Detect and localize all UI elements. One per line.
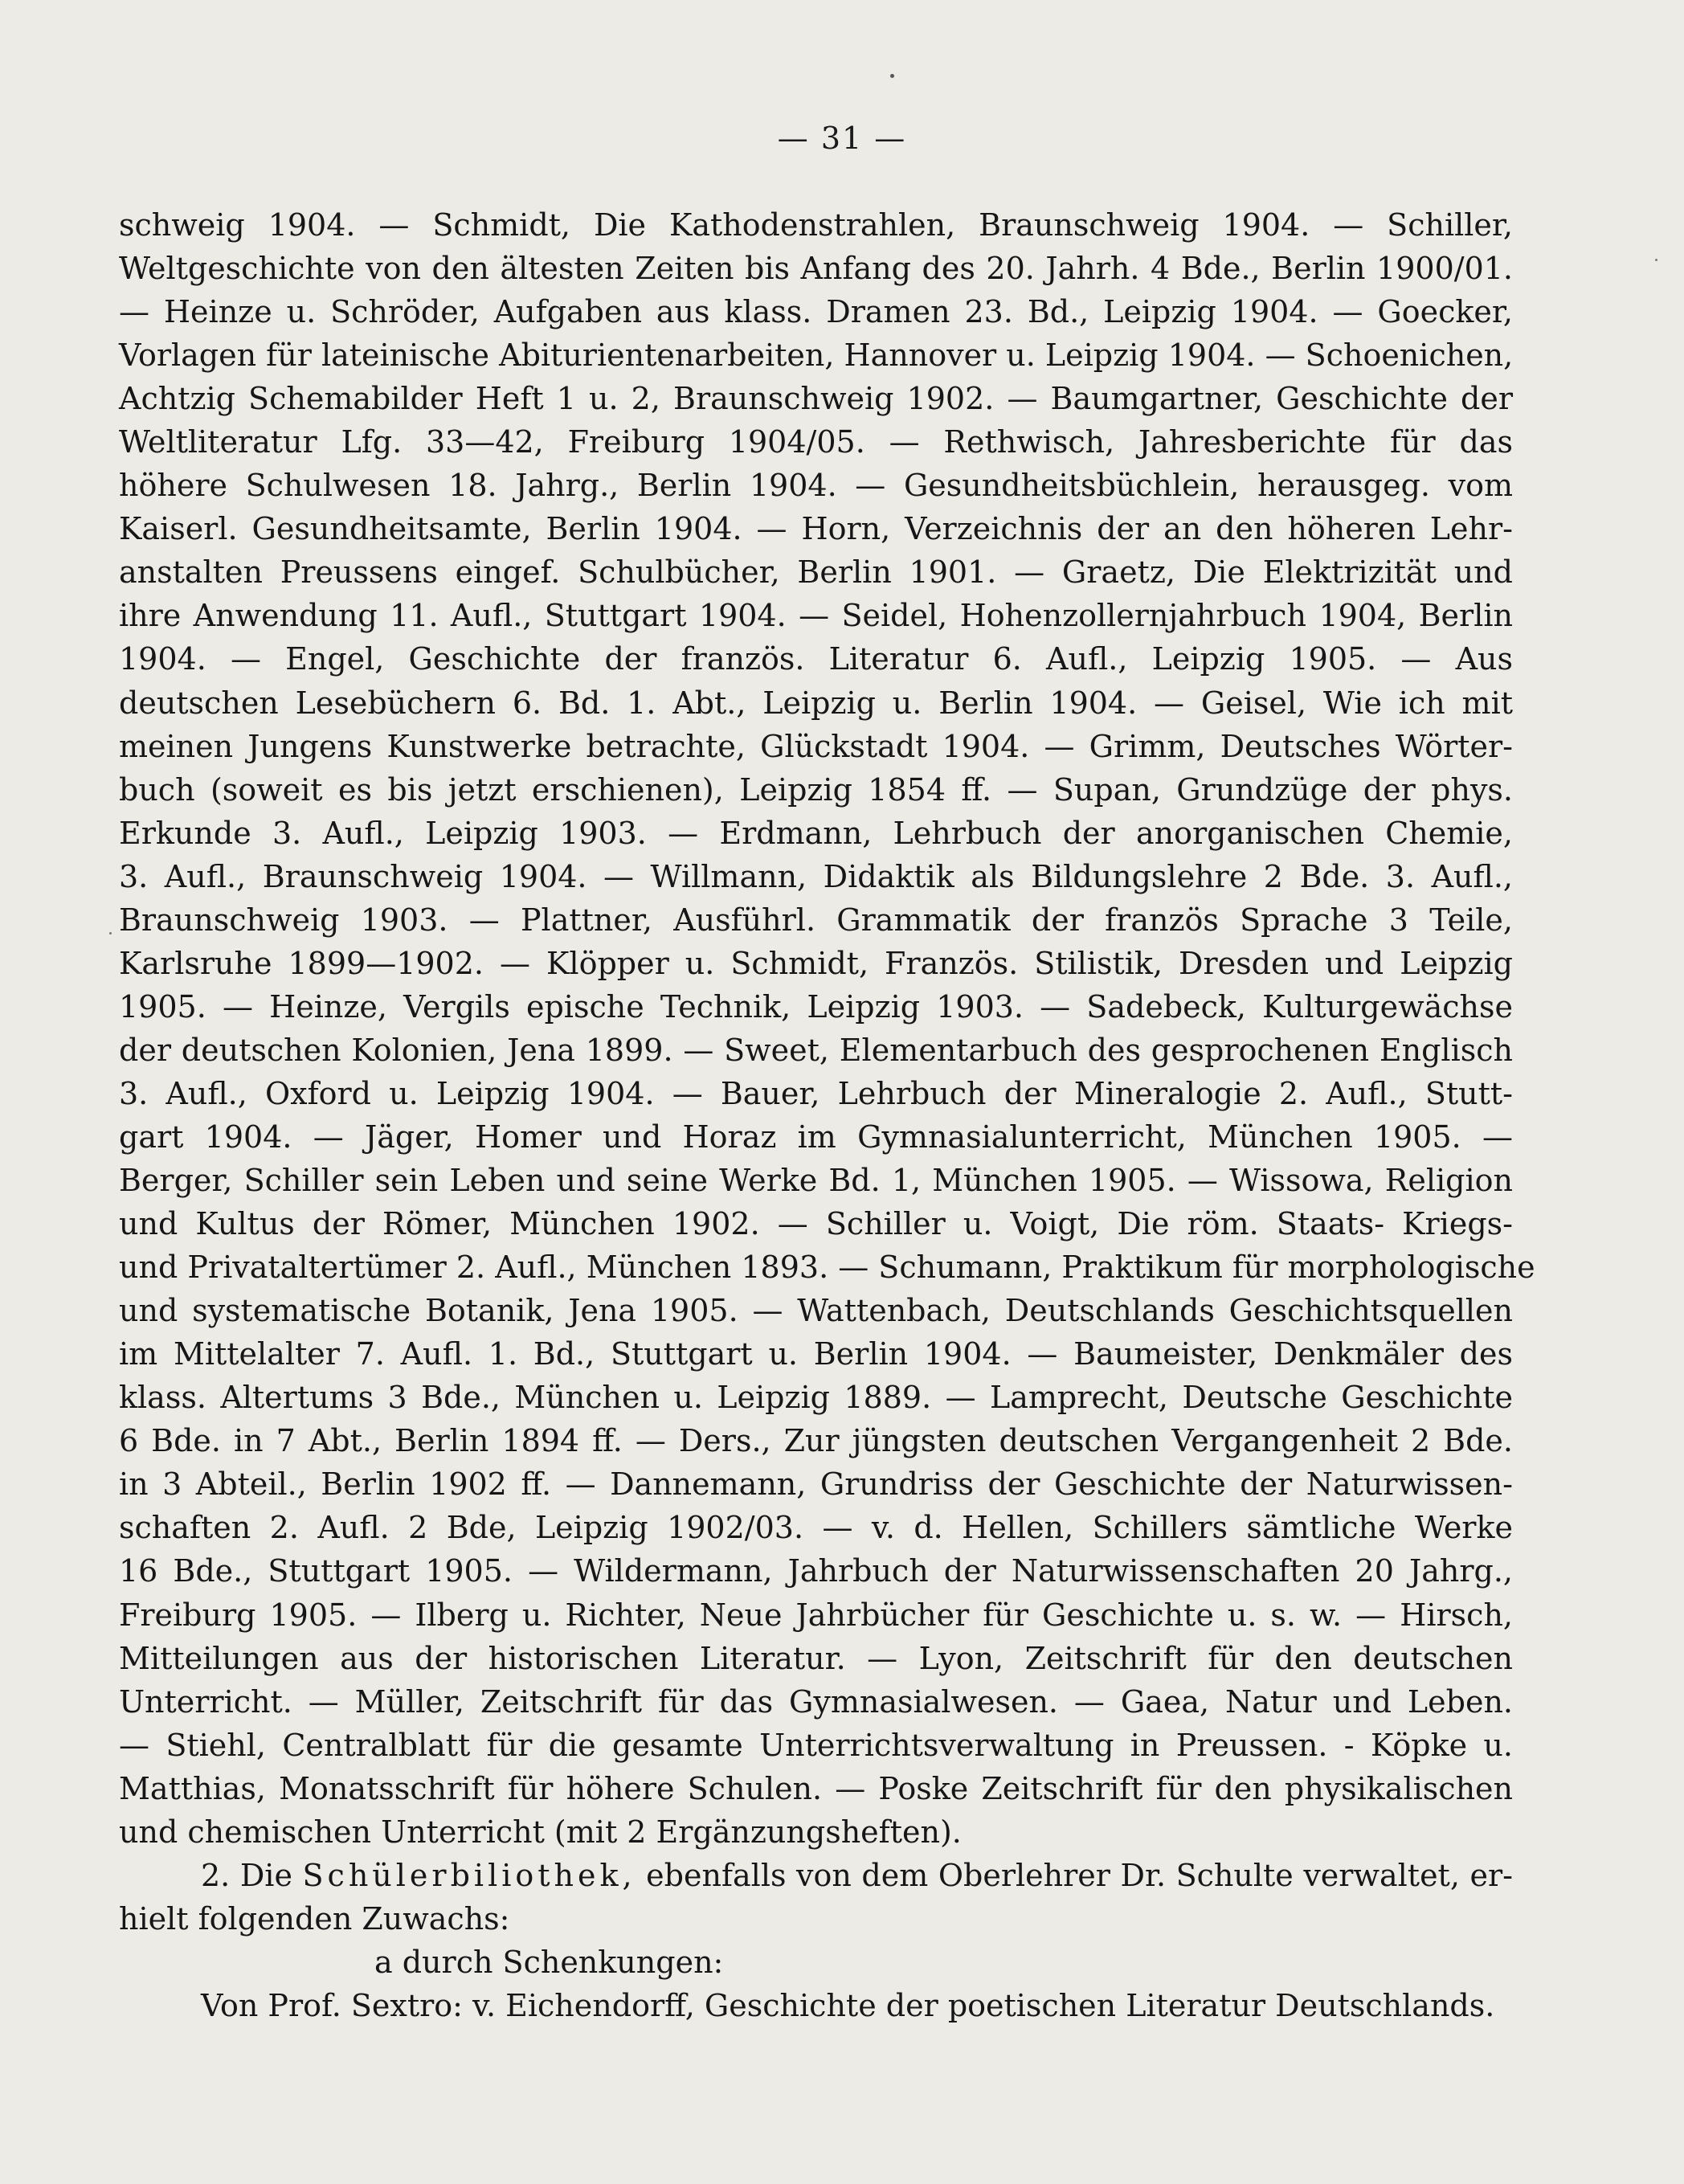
- text-line: im Mittelalter 7. Aufl. 1. Bd., Stuttgart u. Berlin 1904. — Baumeister, Denkmäler des: [119, 1336, 1513, 1372]
- text-line: Mitteilungen aus der historischen Literatur. — Lyon, Zeitschrift für den deutschen: [119, 1640, 1513, 1676]
- text-line: und Kultus der Römer, München 1902. — Schiller u. Voigt, Die röm. Staats- Kriegs-: [119, 1206, 1513, 1242]
- text-line: 1904. — Engel, Geschichte der französ. Literatur 6. Aufl., Leipzig 1905. — Aus: [119, 641, 1513, 677]
- page-number: — 31 —: [777, 121, 907, 156]
- text-line: der deutschen Kolonien, Jena 1899. — Sweet, Elementarbuch des gesprochenen Englisch: [119, 1032, 1513, 1068]
- text-line: buch (soweit es bis jetzt erschienen), Leipzig 1854 ff. — Supan, Grundzüge der phys.: [119, 771, 1513, 808]
- text-line: Berger, Schiller sein Leben und seine Werke Bd. 1, München 1905. — Wissowa, Religion: [119, 1163, 1513, 1199]
- text-line: Unterricht. — Müller, Zeitschrift für das Gymnasialwesen. — Gaea, Natur und Leben.: [119, 1683, 1513, 1720]
- donation-entry: Von Prof. Sextro: v. Eichendorff, Geschichte der poetischen Literatur Deutschlands.: [201, 1987, 1495, 2023]
- text-line: Freiburg 1905. — Ilberg u. Richter, Neue Jahrbücher für Geschichte u. s. w. — Hirsch,: [119, 1597, 1513, 1633]
- text-line: Vorlagen für lateinische Abiturientenarbeiten, Hannover u. Leipzig 1904. — Schoenichen,: [119, 337, 1514, 374]
- text-line: Karlsruhe 1899—1902. — Klöpper u. Schmidt, Französ. Stilistik, Dresden und Leipzig: [119, 945, 1513, 981]
- section-2-continuation: hielt folgenden Zuwachs:: [119, 1900, 510, 1937]
- subheading-donations: a durch Schenkungen:: [374, 1944, 724, 1980]
- text-line: und chemischen Unterricht (mit 2 Ergänzungsheften).: [119, 1814, 962, 1850]
- text-line: 1905. — Heinze, Vergils epische Technik, Leipzig 1903. — Sadebeck, Kulturgewächse: [119, 988, 1513, 1025]
- text-line: gart 1904. — Jäger, Homer und Horaz im Gymnasialunterricht, München 1905. —: [119, 1119, 1513, 1155]
- text-line: höhere Schulwesen 18. Jahrg., Berlin 1904. — Gesundheitsbüchlein, herausgeg. vom: [119, 468, 1513, 504]
- bibliography-paragraph: [119, 203, 1535, 1854]
- text-line: Weltliteratur Lfg. 33—42, Freiburg 1904/05. — Rethwisch, Jahresberichte für das: [119, 424, 1513, 460]
- print-speck: [1655, 259, 1657, 261]
- text-line: Weltgeschichte von den ältesten Zeiten bis Anfang des 20. Jahrh. 4 Bde., Berlin 1900/01.: [119, 251, 1513, 287]
- text-line: 3. Aufl., Braunschweig 1904. — Willmann, Didaktik als Bildungslehre 2 Bde. 3. Aufl.,: [119, 858, 1513, 894]
- text-line: ihre Anwendung 11. Aufl., Stuttgart 1904. — Seidel, Hohenzollernjahrbuch 1904, Berlin: [119, 598, 1513, 634]
- section-2-heading-line: [119, 1854, 1513, 1897]
- section-number: 2. Die: [201, 1857, 292, 1893]
- text-line: Braunschweig 1903. — Plattner, Ausführl. Grammatik der französ Sprache 3 Teile,: [119, 902, 1513, 938]
- text-line: schaften 2. Aufl. 2 Bde, Leipzig 1902/03. — v. d. Hellen, Schillers sämtliche Werke: [119, 1510, 1513, 1546]
- text-line: anstalten Preussens eingef. Schulbücher, Berlin 1901. — Graetz, Die Elektrizität und: [119, 554, 1513, 591]
- text-line: 3. Aufl., Oxford u. Leipzig 1904. — Bauer, Lehrbuch der Mineralogie 2. Aufl., Stutt-: [119, 1075, 1513, 1111]
- print-speck: [890, 74, 894, 78]
- text-line: 6 Bde. in 7 Abt., Berlin 1894 ff. — Ders., Zur jüngsten deutschen Vergangenheit 2 Bde.: [119, 1423, 1513, 1459]
- text-line: Matthias, Monatsschrift für höhere Schulen. — Poske Zeitschrift für den physikalischen: [119, 1770, 1513, 1806]
- text-line: in 3 Abteil., Berlin 1902 ff. — Dannemann, Grundriss der Geschichte der Naturwissen-: [119, 1466, 1513, 1503]
- text-line: deutschen Lesebüchern 6. Bd. 1. Abt., Leipzig u. Berlin 1904. — Geisel, Wie ich mit: [119, 685, 1513, 721]
- text-line: 16 Bde., Stuttgart 1905. — Wildermann, Jahrbuch der Naturwissenschaften 20 Jahrg.,: [119, 1553, 1513, 1589]
- section-text: ebenfalls von dem Oberlehrer Dr. Schulte verwaltet, er-: [646, 1857, 1513, 1893]
- text-line: Kaiserl. Gesundheitsamte, Berlin 1904. — Horn, Verzeichnis der an den höheren Lehr-: [119, 511, 1513, 547]
- text-line: Achtzig Schemabilder Heft 1 u. 2, Braunschweig 1902. — Baumgartner, Geschichte der: [119, 381, 1513, 417]
- print-speck: [109, 932, 112, 935]
- text-line: meinen Jungens Kunstwerke betrachte, Glückstadt 1904. — Grimm, Deutsches Wörter-: [119, 728, 1513, 764]
- text-line: schweig 1904. — Schmidt, Die Kathodenstrahlen, Braunschweig 1904. — Schiller,: [119, 207, 1513, 243]
- text-line: — Stiehl, Centralblatt für die gesamte Unterrichtsverwaltung in Preussen. - Köpke u.: [119, 1727, 1513, 1763]
- text-body: [119, 203, 1535, 2027]
- text-line: und Privataltertümer 2. Aufl., München 1893. — Schumann, Praktikum für morphologische: [119, 1249, 1535, 1286]
- text-line: Erkunde 3. Aufl., Leipzig 1903. — Erdmann, Lehrbuch der anorganischen Chemie,: [119, 815, 1513, 851]
- section-keyword: Schülerbiliothek,: [302, 1857, 636, 1893]
- text-line: — Heinze u. Schröder, Aufgaben aus klass. Dramen 23. Bd., Leipzig 1904. — Goecker,: [119, 294, 1513, 330]
- text-line: klass. Altertums 3 Bde., München u. Leipzig 1889. — Lamprecht, Deutsche Geschichte: [119, 1380, 1513, 1416]
- text-line: und systematische Botanik, Jena 1905. — Wattenbach, Deutschlands Geschichtsquellen: [119, 1293, 1513, 1329]
